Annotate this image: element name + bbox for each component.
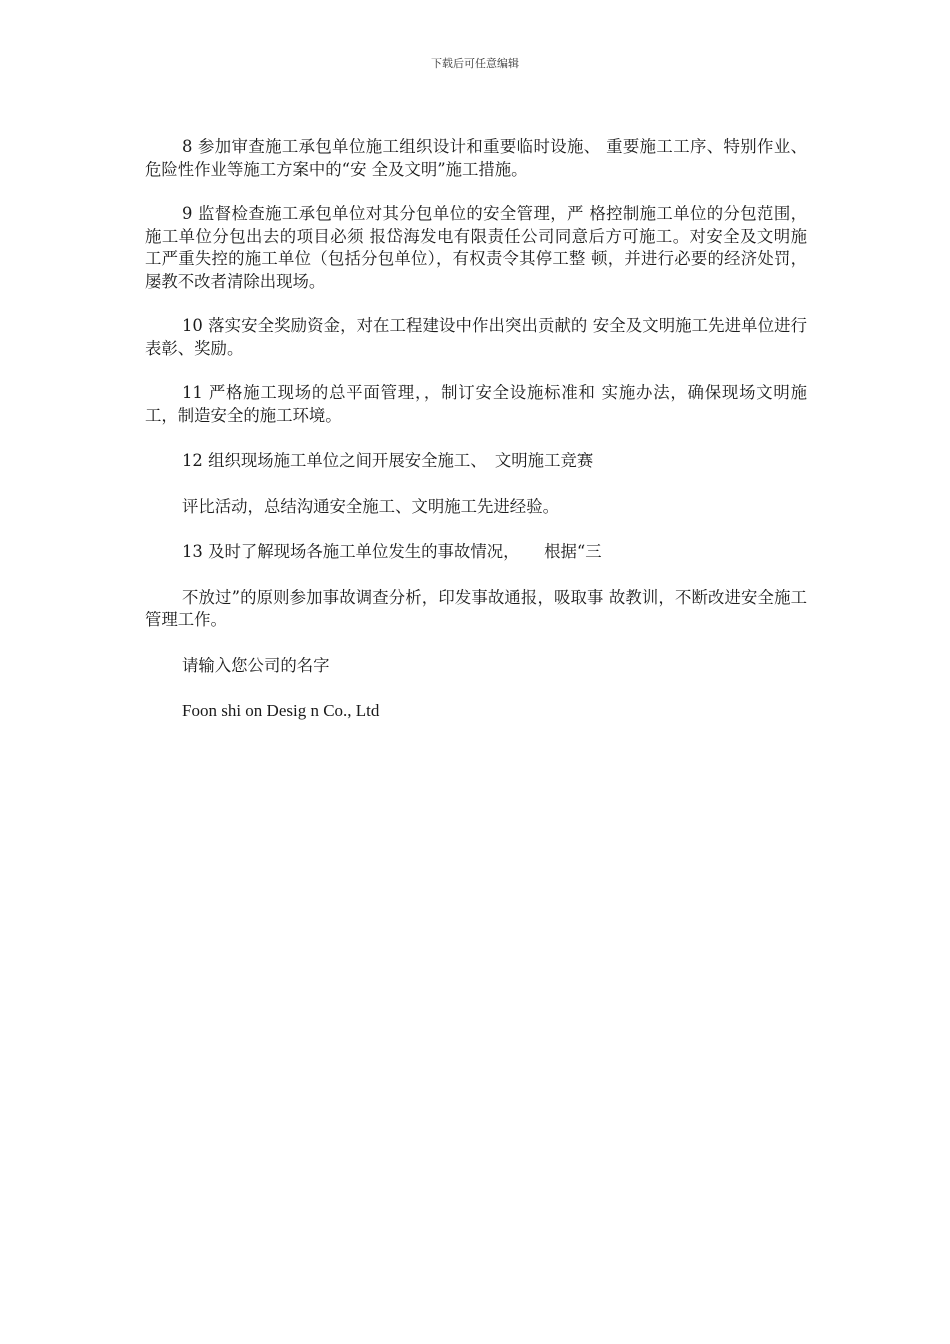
paragraph-item-12: 12 组织现场施工单位之间开展安全施工、 文明施工竞赛 (182, 451, 594, 470)
paragraph-item-11: 11 严格施工现场的总平面管理，，制订安全设施标准和 实施办法，确保现场文明施工，制造安全的施工环境。 (145, 383, 807, 425)
paragraph-item-12-continued: 评比活动，总结沟通安全施工、文明施工先进经验。 (182, 496, 559, 516)
company-name-placeholder: 请输入您公司的名字 (182, 655, 330, 675)
paragraph-item-9: 9 监督检查施工承包单位对其分包单位的安全管理，严 格控制施工单位的分包范围，施工单位分包出去的项目必须 报岱海发电有限责任公司同意后方可施工。对安全及文明施 工严重失控的施工单位（包括分包单位），有权责令其停工整 顿，并进行必要的经济处罚，屡教不改者清除出现场。 (145, 204, 807, 291)
paragraph-item-10: 10 落实安全奖励资金，对在工程建设中作出突出贡献的 安全及文明施工先进单位进行表彰、奖励。 (145, 316, 807, 358)
paragraph-item-8: 8 参加审查施工承包单位施工组织设计和重要临时设施、 重要施工工序、特别作业、危险性作业等施工方案中的“安 全及文明”施工措施。 (145, 137, 807, 179)
page-header-note: 下载后可任意编辑 (431, 57, 519, 70)
paragraph-item-13: 13 及时了解现场各施工单位发生的事故情况， 根据“三 (182, 542, 602, 561)
document-body (145, 136, 807, 723)
company-name-english: Foon shi on Desig n Co., Ltd (182, 701, 380, 720)
paragraph-item-13-continued: 不放过”的原则参加事故调查分析，印发事故通报，吸取事 故教训，不断改进安全施工管理工作。 (145, 587, 807, 629)
